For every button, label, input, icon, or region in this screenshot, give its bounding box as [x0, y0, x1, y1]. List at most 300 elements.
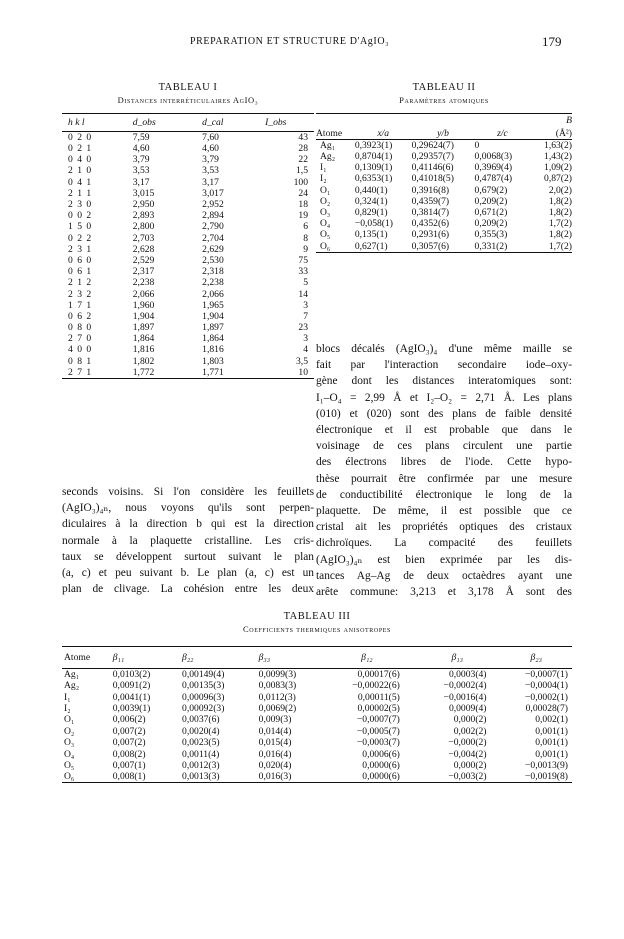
table-cell: 1,09(2)	[544, 162, 572, 174]
table-cell: 0,0000(6)	[362, 771, 400, 783]
running-header	[0, 36, 624, 54]
table-cell: 0,0091(2)	[112, 680, 151, 692]
table-cell: 3,17	[132, 176, 150, 188]
t2-header-b: B	[566, 115, 572, 127]
table-row	[62, 255, 314, 266]
table-cell: 0 4 1	[68, 176, 93, 188]
table-cell: O₆	[320, 240, 331, 252]
table-cell: 2,0(2)	[548, 184, 572, 196]
left-column-text	[62, 484, 314, 597]
table-cell: 1,864	[202, 333, 224, 345]
text-line: blocs décalés (AgIO₃)₄ d'une même maille se	[316, 343, 572, 355]
table-row	[62, 669, 572, 681]
table-row	[62, 277, 314, 288]
table-row	[62, 244, 314, 255]
table-cell: 0 6 0	[68, 254, 93, 266]
table-cell: 14	[298, 288, 308, 300]
table-cell: 2,066	[202, 288, 224, 300]
table-cell: 1,965	[202, 299, 224, 311]
table-cell: 1,904	[132, 310, 155, 322]
table-cell: 2,529	[132, 254, 155, 266]
right-column-text	[316, 341, 572, 600]
table-2	[316, 113, 572, 253]
text-line: de conductibilité électronique le long de la	[316, 488, 572, 501]
text-line: (010) et (020) sont des plans de faible densité	[316, 407, 572, 420]
table-cell: O₃	[64, 737, 75, 749]
table-cell: 1,803	[202, 355, 224, 367]
table-cell: 1,8(2)	[548, 207, 572, 219]
table-cell: 0,8704(1)	[354, 151, 393, 163]
table-cell: 2,238	[202, 277, 224, 289]
table-3-body	[62, 669, 572, 783]
table-cell: 0,4352(6)	[411, 218, 450, 230]
table-cell: O₄	[320, 218, 331, 230]
table-cell: 1,864	[132, 333, 155, 345]
table-cell: 3,79	[202, 154, 219, 166]
table-cell: 0,00028(7)	[525, 702, 568, 714]
table-cell: 2 7 0	[68, 333, 93, 345]
table-cell: 18	[298, 199, 308, 211]
text-line: des électrons libres de l'iode. Cette hypo-	[316, 456, 572, 469]
table-cell: −0,0002(1)	[525, 691, 568, 703]
table-cell: 0 8 0	[68, 322, 93, 334]
table-cell: 1,772	[132, 366, 155, 378]
t2-header-yb: y/b	[437, 127, 449, 139]
table-row	[316, 218, 572, 229]
table-cell: 2,950	[132, 199, 155, 211]
table-cell: 2 1 1	[68, 187, 93, 199]
table-cell: 10	[298, 366, 308, 378]
table-cell: 0,0011(4)	[182, 748, 220, 760]
table-3-label: TABLEAU III	[283, 611, 351, 622]
t3-header-b22: β₂₂	[182, 652, 194, 663]
text-line: (AgIO₃)₄ₙ, nous voyons qu'ils sont perpen-	[62, 502, 314, 515]
table-cell: 0,008(1)	[112, 771, 146, 783]
table-cell: 1,802	[132, 355, 155, 367]
table-cell: 0,3814(7)	[411, 207, 450, 219]
table-cell: 3,53	[132, 165, 150, 177]
table-cell: 0,829(1)	[354, 207, 388, 219]
table-row	[62, 199, 314, 210]
table-cell: 0,679(2)	[474, 184, 508, 196]
table-cell: 2,952	[202, 199, 224, 211]
table-cell: I₂	[320, 173, 327, 185]
table-cell: 7	[303, 310, 308, 322]
table-cell: 1,960	[132, 299, 155, 311]
table-cell: 3,015	[132, 187, 155, 199]
table-row	[62, 737, 572, 748]
table-cell: −0,0005(7)	[356, 725, 400, 737]
table-row	[62, 165, 314, 176]
table-cell: 1 5 0	[68, 221, 93, 233]
table-row	[316, 185, 572, 196]
table-cell: 0,006(2)	[112, 714, 146, 726]
table-cell: −0,0016(4)	[443, 691, 487, 703]
table-cell: 0,6353(1)	[354, 173, 393, 185]
table-row	[62, 344, 314, 355]
table-cell: 0,000(2)	[453, 759, 487, 771]
table-row	[316, 151, 572, 162]
t2-header-zc: z/c	[497, 127, 508, 139]
table-cell: 0,008(2)	[112, 748, 146, 760]
table-cell: 2 3 1	[68, 243, 93, 255]
table-cell: 0 4 0	[68, 154, 93, 166]
table-cell: 2 3 2	[68, 288, 93, 300]
table-cell: 2,530	[202, 254, 224, 266]
table-cell: Ag₁	[320, 140, 336, 151]
table-cell: 3	[303, 299, 308, 311]
table-cell: 1,904	[202, 310, 224, 322]
table-cell: −0,0007(7)	[356, 714, 400, 726]
table-cell: 2 3 0	[68, 199, 93, 211]
text-line: plaquette. De même, il est possible que ce	[316, 505, 572, 518]
table-cell: 0,2931(6)	[411, 229, 450, 241]
table-cell: 2 1 0	[68, 165, 93, 177]
table-row	[62, 132, 314, 144]
table-cell: −0,0019(8)	[525, 771, 568, 783]
text-line: I₁–O₄ = 2,99 Å et I₂–O₂ = 2,71 Å. Les plans	[316, 391, 572, 404]
table-cell: −0,058(1)	[354, 218, 393, 230]
table-3	[62, 646, 572, 783]
table-row	[316, 241, 572, 253]
table-cell: 3	[303, 333, 308, 345]
table-cell: 0 6 1	[68, 266, 93, 278]
table-cell: 2,318	[202, 266, 224, 278]
table-cell: O₂	[320, 195, 331, 207]
text-line: thèse pourrait être confirmée par une mesure	[316, 472, 572, 485]
table-cell: 3,53	[202, 165, 219, 177]
table-cell: 0,209(2)	[474, 218, 508, 230]
table-cell: 6	[303, 221, 308, 233]
table-cell: −0,0003(7)	[356, 737, 400, 749]
table-cell: 2,703	[132, 232, 155, 244]
table-cell: Ag₂	[320, 151, 336, 163]
table-row	[316, 140, 572, 152]
table-2-label: TABLEAU II	[412, 82, 476, 93]
table-cell: 1,7(2)	[548, 240, 572, 252]
table-cell: 0,41146(6)	[411, 162, 454, 174]
table-cell: 0,87(2)	[544, 173, 572, 185]
table-row	[62, 367, 314, 379]
t1-header-hkl: h k l	[68, 117, 85, 128]
table-cell: 0,209(2)	[474, 195, 508, 207]
table-row	[62, 356, 314, 367]
table-cell: I₁	[64, 691, 71, 703]
table-row	[62, 771, 572, 783]
table-cell: −0,003(2)	[448, 771, 487, 783]
table-cell: 2,066	[132, 288, 155, 300]
table-1-title: Distances interréticulaires AgIO₃	[117, 95, 259, 105]
table-cell: −0,000(2)	[448, 737, 487, 749]
table-cell: 7,59	[132, 132, 150, 143]
table-3-block	[62, 611, 572, 783]
table-cell: 2,628	[132, 243, 155, 255]
table-cell: I₁	[320, 162, 327, 174]
table-cell: −0,0013(9)	[525, 759, 568, 771]
table-row	[62, 333, 314, 344]
table-cell: 0,0112(3)	[258, 691, 296, 703]
table-cell: 2 7 1	[68, 366, 93, 378]
table-cell: 75	[298, 254, 308, 266]
table-cell: 2,893	[132, 210, 155, 222]
table-cell: 3,17	[202, 176, 219, 188]
table-cell: 8	[303, 232, 308, 244]
text-line: gène dont les distances interatomiques sont:	[316, 375, 572, 388]
t3-header-b13: β₁₃	[451, 652, 463, 663]
table-cell: 4,60	[202, 143, 219, 155]
table-cell: 0,00149(4)	[182, 669, 225, 680]
table-cell: 0,3923(1)	[354, 140, 393, 151]
text-line: tances Ag–Ag de deux octaèdres ayant une	[316, 569, 572, 582]
t3-header-b12: β₁₂	[361, 652, 373, 663]
table-cell: 0	[474, 140, 480, 151]
table-cell: 1 7 1	[68, 299, 93, 311]
table-cell: Ag₁	[64, 669, 80, 680]
table-cell: 0,3057(6)	[411, 240, 450, 252]
table-cell: 0,0006(6)	[362, 748, 400, 760]
table-cell: 22	[298, 154, 308, 166]
table-row	[62, 322, 314, 333]
table-row	[62, 288, 314, 299]
text-line: dichroïques. La compacité des feuillets	[316, 537, 572, 550]
table-cell: 0,0020(4)	[182, 725, 220, 737]
table-cell: 19	[298, 210, 308, 222]
table-cell: 0,001(1)	[535, 737, 568, 749]
table-cell: 0,007(1)	[112, 759, 146, 771]
table-row	[62, 210, 314, 221]
table-cell: 0,002(2)	[453, 725, 487, 737]
table-cell: 0 6 2	[68, 310, 93, 322]
text-line: diculaires à la direction b qui est la direction	[62, 518, 314, 531]
text-line: seconds voisins. Si l'on considère les feuillets	[62, 486, 314, 498]
table-2-block	[316, 82, 572, 253]
table-cell: 1,816	[202, 344, 224, 356]
table-row	[62, 726, 572, 737]
text-line: cristal ait les propriétés optiques des cristaux	[316, 521, 572, 534]
table-2-title: Paramètres atomiques	[399, 95, 489, 105]
table-cell: 0,41018(5)	[411, 173, 454, 185]
table-cell: 0,00135(3)	[182, 680, 225, 692]
t2-header-unit: (Å²)	[555, 127, 572, 139]
table-cell: 4	[303, 344, 308, 356]
table-cell: 0,1309(1)	[354, 162, 393, 174]
table-cell: 2,317	[132, 266, 155, 278]
table-cell: 2,800	[132, 221, 155, 233]
table-1-label: TABLEAU I	[158, 82, 218, 93]
table-cell: 0,002(1)	[535, 714, 568, 726]
table-cell: −0,0007(1)	[525, 669, 568, 680]
running-title: PREPARATION ET STRUCTURE D'AgIO₃	[190, 36, 390, 47]
table-cell: 0,0069(2)	[258, 702, 297, 714]
table-cell: 7,60	[202, 132, 219, 143]
table-cell: 0,0023(5)	[182, 737, 220, 749]
t2-header-xa: x/a	[377, 127, 390, 139]
table-row	[62, 154, 314, 165]
table-cell: 0,627(1)	[354, 240, 388, 252]
table-cell: 0,3969(4)	[474, 162, 513, 174]
text-line: voisinage de ces plans circulent une partie	[316, 440, 572, 453]
table-cell: 0,0083(3)	[258, 680, 297, 692]
table-cell: 0,00096(3)	[182, 691, 225, 703]
table-cell: 3,5	[296, 355, 308, 367]
text-line: plan de clivage. La cohésion entre les deux	[62, 583, 314, 596]
table-cell: 0,440(1)	[354, 184, 388, 196]
table-cell: 0,0012(3)	[182, 759, 220, 771]
t1-header-iobs: I_obs	[265, 117, 287, 128]
table-cell: 2 1 2	[68, 277, 93, 289]
table-cell: 0,007(2)	[112, 725, 146, 737]
table-row	[316, 173, 572, 184]
table-cell: 2,790	[202, 221, 224, 233]
table-cell: O₅	[320, 229, 331, 241]
table-cell: O₃	[320, 207, 331, 219]
table-cell: 0,0099(3)	[258, 669, 297, 680]
t3-header-b33: β₃₃	[258, 652, 271, 663]
table-row	[62, 177, 314, 188]
table-cell: 0 8 1	[68, 355, 93, 367]
table-cell: 3,017	[202, 187, 224, 199]
table-row	[62, 760, 572, 771]
table-cell: 2,629	[202, 243, 224, 255]
table-1	[62, 113, 314, 379]
t3-header-atome: Atome	[64, 652, 91, 663]
table-cell: 0,000(2)	[453, 714, 487, 726]
table-row	[62, 221, 314, 232]
table-cell: 4 0 0	[68, 344, 93, 356]
table-cell: 0,00092(3)	[182, 702, 225, 714]
table-cell: 0,0039(1)	[112, 702, 151, 714]
text-line: électronique et il est probable que dans le	[316, 424, 572, 437]
table-cell: 1,43(2)	[544, 151, 572, 163]
t3-header-b23: β₂₃	[530, 652, 542, 663]
table-cell: 0,29357(7)	[411, 151, 454, 163]
table-cell: O₁	[64, 714, 75, 726]
table-cell: 0,00017(6)	[357, 669, 400, 680]
table-row	[62, 311, 314, 322]
table-cell: 9	[303, 243, 308, 255]
table-cell: O₁	[320, 184, 331, 196]
t1-header-dcal: d_cal	[202, 117, 224, 128]
table-cell: 0,4359(7)	[411, 195, 450, 207]
table-cell: 0,0009(4)	[448, 702, 487, 714]
text-line: (AgIO₃)₄ₙ est bien exprimée par les dis-	[316, 553, 572, 566]
text-line: taux se développent surtout suivant le plan	[62, 550, 314, 563]
text-line: fait par l'interaction secondaire iode–oxy-	[316, 359, 572, 372]
table-row	[62, 680, 572, 691]
table-cell: 0,001(1)	[535, 725, 568, 737]
table-cell: 24	[298, 187, 308, 199]
table-cell: 0,135(1)	[354, 229, 388, 241]
table-cell: 33	[298, 266, 308, 278]
table-2-body	[316, 140, 572, 253]
t3-header-b11: β₁₁	[112, 652, 125, 663]
table-cell: 0,331(2)	[474, 240, 508, 252]
table-cell: 0,0003(4)	[448, 669, 487, 680]
table-cell: O₆	[64, 771, 75, 783]
table-cell: 0,0013(3)	[182, 771, 220, 783]
table-cell: 1,8(2)	[548, 229, 572, 241]
table-cell: 0,324(1)	[354, 195, 388, 207]
table-row	[62, 703, 572, 714]
table-cell: 1,897	[202, 322, 224, 334]
table-cell: 1,5	[296, 165, 308, 177]
table-cell: 1,7(2)	[548, 218, 572, 230]
table-row	[62, 143, 314, 154]
table-row	[316, 162, 572, 173]
table-cell: Ag₂	[64, 680, 80, 692]
table-cell: 0 0 2	[68, 210, 93, 222]
table-cell: 0,0000(6)	[362, 759, 400, 771]
table-cell: −0,0004(1)	[525, 680, 568, 692]
table-cell: 23	[298, 322, 308, 334]
table-cell: 0 2 2	[68, 232, 93, 244]
page-number: 179	[542, 34, 562, 49]
table-cell: 0,016(4)	[258, 748, 292, 760]
table-cell: 100	[293, 176, 308, 188]
table-cell: 0,4787(4)	[474, 173, 513, 185]
table-cell: O₂	[64, 725, 75, 737]
table-row	[316, 196, 572, 207]
table-cell: 0 2 0	[68, 132, 93, 143]
table-cell: 1,8(2)	[548, 195, 572, 207]
table-row	[62, 714, 572, 725]
table-cell: 0,014(4)	[258, 725, 292, 737]
table-cell: 1,816	[132, 344, 155, 356]
table-cell: 0,001(1)	[535, 748, 568, 760]
table-cell: 0,355(3)	[474, 229, 508, 241]
table-cell: O₅	[64, 759, 75, 771]
table-row	[316, 207, 572, 218]
table-cell: 0,0041(1)	[112, 691, 151, 703]
table-cell: 43	[298, 132, 308, 143]
table-1-body	[62, 132, 314, 379]
table-cell: 4,60	[132, 143, 150, 155]
t2-header-atome: Atome	[316, 127, 343, 139]
table-cell: 0,009(3)	[258, 714, 292, 726]
table-cell: 0,29624(7)	[411, 140, 454, 151]
table-row	[62, 266, 314, 277]
table-row	[62, 748, 572, 759]
table-cell: −0,00022(6)	[352, 680, 400, 692]
text-line: normale à la plaquette cristalline. Les cris-	[62, 534, 314, 547]
table-row	[316, 229, 572, 240]
table-cell: 5	[303, 277, 308, 289]
table-cell: 0,015(4)	[258, 737, 292, 749]
table-cell: 1,63(2)	[544, 140, 572, 151]
table-1-block	[62, 82, 314, 379]
table-row	[62, 233, 314, 244]
table-cell: 0,00002(5)	[357, 702, 400, 714]
t1-header-dobs: d_obs	[132, 117, 156, 128]
table-cell: 0,0103(2)	[112, 669, 151, 680]
table-cell: −0,0002(4)	[443, 680, 487, 692]
table-cell: 2,894	[202, 210, 224, 222]
text-line: (a, c) et peu suivant b. Le plan (a, c) est un	[62, 567, 314, 580]
table-cell: 2,238	[132, 277, 155, 289]
table-cell: −0,004(2)	[448, 748, 487, 760]
text-line: arête commune: 3,213 et 3,178 Å sont des	[316, 586, 572, 599]
table-cell: O₄	[64, 748, 75, 760]
table-cell: 1,771	[202, 366, 224, 378]
table-row	[62, 691, 572, 702]
table-cell: 0,016(3)	[258, 771, 292, 783]
table-row	[62, 188, 314, 199]
table-3-title: Coefficients thermiques anisotropes	[243, 624, 391, 634]
table-cell: 0,3916(8)	[411, 184, 450, 196]
table-cell: 0,007(2)	[112, 737, 146, 749]
table-cell: 0 2 1	[68, 143, 93, 155]
table-cell: 0,671(2)	[474, 207, 508, 219]
